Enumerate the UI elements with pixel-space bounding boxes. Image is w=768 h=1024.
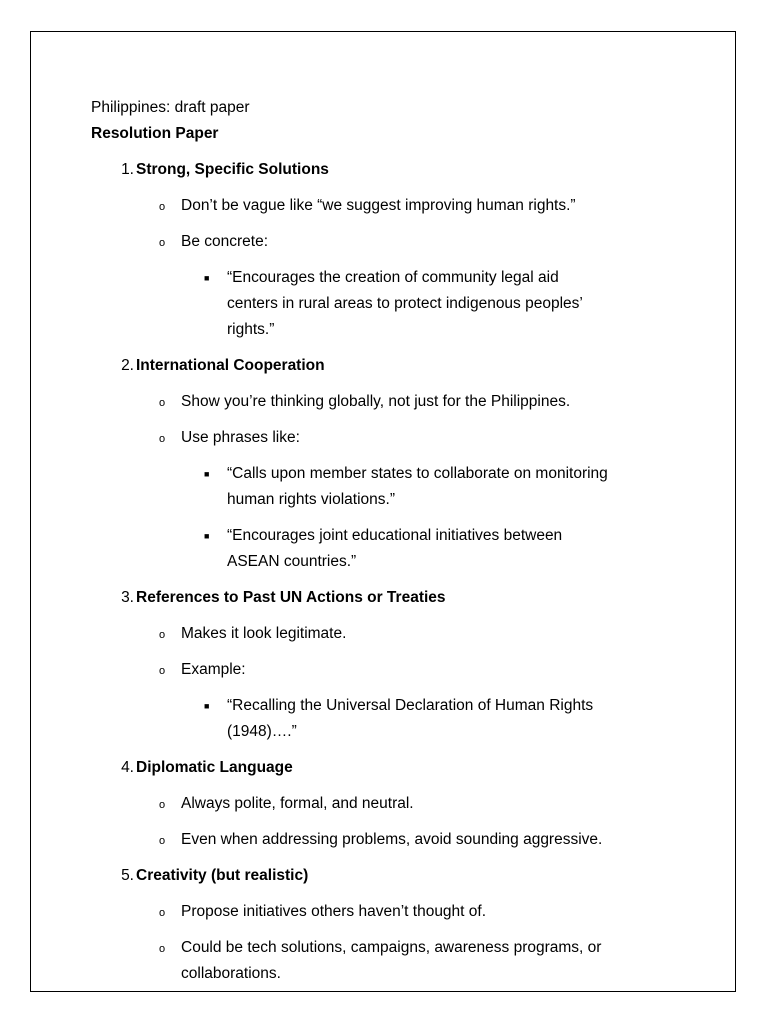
hollow-bullet-icon: o xyxy=(159,433,166,445)
sub-bullet-text: “Recalling the Universal Declaration of Human Rights (1948)….” xyxy=(227,697,594,740)
document-page xyxy=(30,31,736,992)
hollow-bullet-icon: o xyxy=(159,943,166,955)
bullet-text: Show you’re thinking globally, not just for the Philippines. xyxy=(181,393,571,410)
square-bullet-icon: ■ xyxy=(204,469,210,479)
section-number: 5. xyxy=(121,867,134,884)
document-body xyxy=(91,95,691,997)
bullet-text: Makes it look legitimate. xyxy=(181,625,347,642)
bullet-list xyxy=(91,389,691,575)
bullet-text: Use phrases like: xyxy=(181,429,300,446)
hollow-bullet-icon: o xyxy=(159,907,166,919)
bullet-list xyxy=(91,621,691,745)
square-bullet-icon: ■ xyxy=(204,273,210,283)
bullet-item xyxy=(91,193,691,219)
section-heading: References to Past UN Actions or Treaties xyxy=(136,589,446,606)
bullet-list xyxy=(91,899,691,987)
section-number: 4. xyxy=(121,759,134,776)
bullet-item xyxy=(91,229,691,343)
sub-bullet-text: “Calls upon member states to collaborate on monitoring human rights violations.” xyxy=(227,465,608,508)
bullet-text: Propose initiatives others haven’t thought of. xyxy=(181,903,487,920)
section-number: 1. xyxy=(121,161,134,178)
bullet-text: Always polite, formal, and neutral. xyxy=(181,795,414,812)
section-heading: International Cooperation xyxy=(136,357,325,374)
sub-bullet-item xyxy=(91,265,691,343)
hollow-bullet-icon: o xyxy=(159,397,166,409)
bullet-item xyxy=(91,935,691,987)
bullet-list xyxy=(91,791,691,853)
bullet-text: Be concrete: xyxy=(181,233,269,250)
hollow-bullet-icon: o xyxy=(159,201,166,213)
bullet-item xyxy=(91,425,691,575)
outline-section xyxy=(91,157,691,343)
hollow-bullet-icon: o xyxy=(159,629,166,641)
bullet-text: Even when addressing problems, avoid sounding aggressive. xyxy=(181,831,603,848)
hollow-bullet-icon: o xyxy=(159,237,166,249)
sub-bullet-text: “Encourages joint educational initiatives between ASEAN countries.” xyxy=(227,527,563,570)
hollow-bullet-icon: o xyxy=(159,835,166,847)
document-intro: Philippines: draft paper xyxy=(91,99,250,116)
bullet-item xyxy=(91,389,691,415)
hollow-bullet-icon: o xyxy=(159,799,166,811)
section-heading: Diplomatic Language xyxy=(136,759,293,776)
sub-bullet-text: “Encourages the creation of community legal aid centers in rural areas to protect indigenous peoples’ rights.” xyxy=(227,269,583,338)
outline-section xyxy=(91,585,691,745)
bullet-item xyxy=(91,791,691,817)
section-list xyxy=(91,157,691,987)
bullet-item xyxy=(91,657,691,745)
sub-bullet-list xyxy=(181,693,691,745)
bullet-text: Don’t be vague like “we suggest improving human rights.” xyxy=(181,197,576,214)
bullet-list xyxy=(91,193,691,343)
document-title: Resolution Paper xyxy=(91,125,219,142)
sub-bullet-list xyxy=(181,265,691,343)
bullet-item xyxy=(91,827,691,853)
section-heading: Creativity (but realistic) xyxy=(136,867,309,884)
sub-bullet-item xyxy=(91,461,691,513)
section-number: 3. xyxy=(121,589,134,606)
sub-bullet-item xyxy=(91,523,691,575)
outline-section xyxy=(91,755,691,853)
bullet-item xyxy=(91,621,691,647)
outline-section xyxy=(91,353,691,575)
bullet-text: Could be tech solutions, campaigns, awareness programs, or collaborations. xyxy=(181,939,602,982)
section-heading: Strong, Specific Solutions xyxy=(136,161,329,178)
square-bullet-icon: ■ xyxy=(204,701,210,711)
bullet-item xyxy=(91,899,691,925)
outline-section xyxy=(91,863,691,987)
bullet-text: Example: xyxy=(181,661,246,678)
sub-bullet-item xyxy=(91,693,691,745)
section-number: 2. xyxy=(121,357,134,374)
sub-bullet-list xyxy=(181,461,691,575)
hollow-bullet-icon: o xyxy=(159,665,166,677)
square-bullet-icon: ■ xyxy=(204,531,210,541)
